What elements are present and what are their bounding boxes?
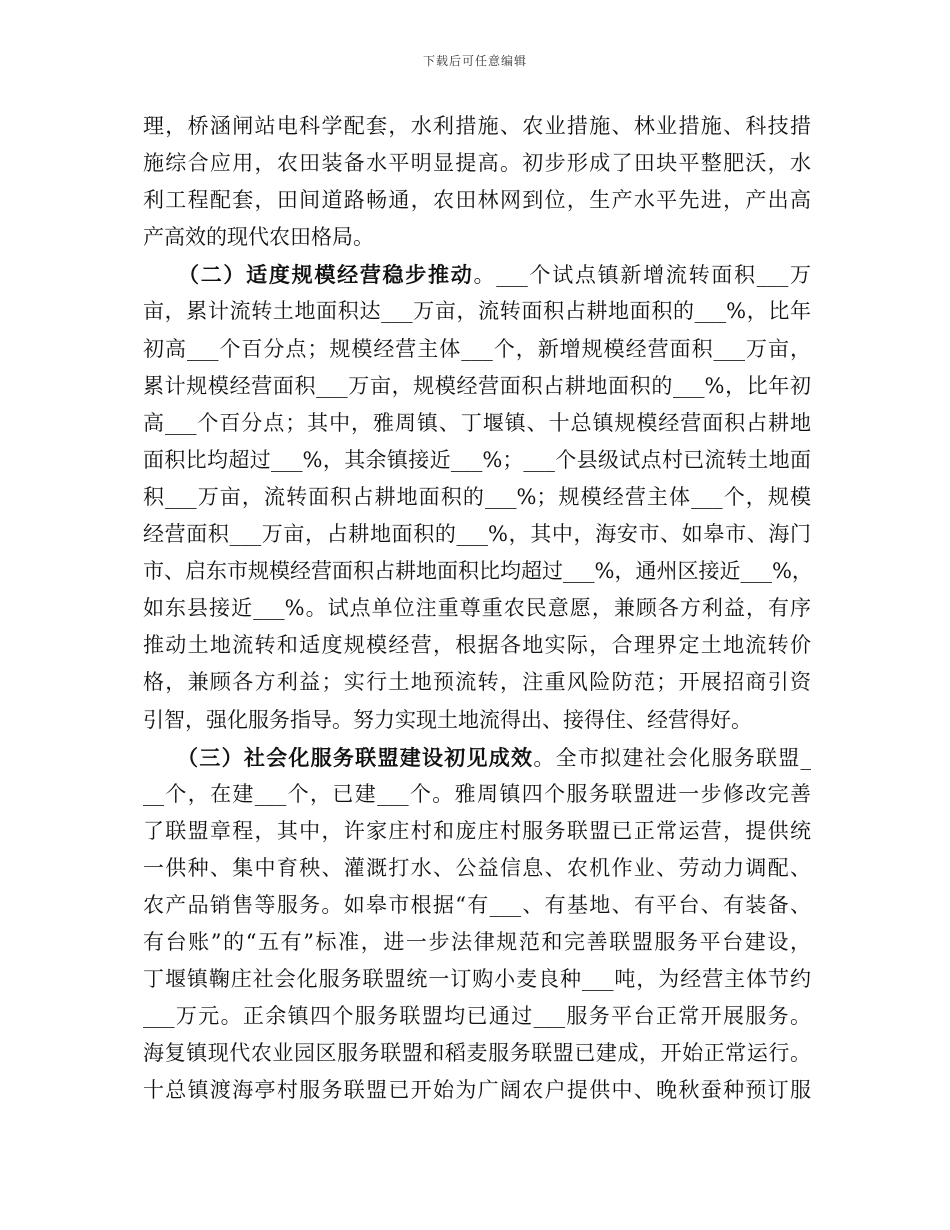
text-line: 格，兼顾各方利益；实行土地预流转，注重风险防范；开展招商引资 (143, 670, 811, 695)
text-line: 推动土地流转和适度规模经营，根据各地实际，合理界定土地流转价 (143, 633, 811, 658)
text-line: 一供种、集中育秧、灌溉打水、公益信息、农机作业、劳动力调配、 (143, 855, 811, 880)
text-line: 经营面积___万亩，占耕地面积的___%，其中，海安市、如皋市、海门 (143, 522, 811, 547)
paragraph-3 (143, 739, 811, 1110)
text-run: 。___个试点镇新增流转面积___万 (473, 263, 812, 288)
text-line: 农产品销售等服务。如皋市根据“有___、有基地、有平台、有装备、 (143, 892, 811, 917)
text-line: 市、启东市规模经营面积占耕地面积比均超过___%，通州区接近___%， (143, 559, 813, 584)
indent (143, 746, 188, 770)
section-heading: （二）适度规模经营稳步推动 (188, 262, 474, 288)
text-line: 理，桥涵闸站电科学配套，水利措施、农业措施、林业措施、科技措 (143, 114, 811, 138)
text-line: 引智，强化服务指导。努力实现土地流得出、接得住、经营得好。 (143, 707, 752, 732)
paragraph-1 (143, 108, 811, 256)
text-line: 初高___个百分点；规模经营主体___个，新增规模经营面积___万亩， (143, 336, 811, 361)
text-line: __个，在建___个，已建___个。雅周镇四个服务联盟进一步修改完善 (143, 781, 811, 806)
text-line: 高___个百分点；其中，雅周镇、丁堰镇、十总镇规模经营面积占耕地 (143, 410, 811, 435)
page-header: 下载后可任意编辑 (422, 54, 527, 68)
text-run: 。全市拟建社会化服务联盟_ (533, 745, 812, 770)
text-line: 有台账”的“五有”标准，进一步法律规范和完善联盟服务平台建设， (143, 930, 811, 955)
indent (143, 263, 188, 287)
text-line: 丁堰镇鞠庄社会化服务联盟统一订购小麦良种___吨，为经营主体节约 (143, 967, 811, 992)
paragraph-2 (143, 256, 811, 738)
text-line: 利工程配套，田间道路畅通，农田林网到位，生产水平先进，产出高 (143, 188, 811, 213)
text-line: 十总镇渡海亭村服务联盟已开始为广阔农户提供中、晚秋蚕种预订服 (143, 1078, 811, 1103)
text-line: 施综合应用，农田装备水平明显提高。初步形成了田块平整肥沃，水 (143, 151, 811, 176)
text-line: 了联盟章程，其中，许家庄村和庞庄村服务联盟已正常运营，提供统 (143, 818, 811, 843)
document-body (143, 108, 811, 1110)
text-line: 如东县接近___%。试点单位注重尊重农民意愿，兼顾各方利益，有序 (143, 596, 811, 621)
text-line: 海复镇现代农业园区服务联盟和稻麦服务联盟已建成，开始正常运行。 (143, 1041, 811, 1066)
text-line: 产高效的现代农田格局。 (143, 225, 374, 250)
text-line: 累计规模经营面积___万亩，规模经营面积占耕地面积的___%，比年初 (143, 373, 811, 398)
text-line (143, 256, 811, 293)
section-heading: （三）社会化服务联盟建设初见成效 (187, 744, 534, 770)
text-line (143, 739, 811, 776)
text-line: 积___万亩，流转面积占耕地面积的___%；规模经营主体___个，规模 (143, 484, 811, 509)
text-line: ___万元。正余镇四个服务联盟均已通过___服务平台正常开展服务。 (143, 1004, 811, 1029)
text-line: 面积比均超过___%，其余镇接近___%；___个县级试点村已流转土地面 (143, 447, 811, 472)
text-line: 亩，累计流转土地面积达___万亩，流转面积占耕地面积的___%，比年 (143, 299, 811, 324)
